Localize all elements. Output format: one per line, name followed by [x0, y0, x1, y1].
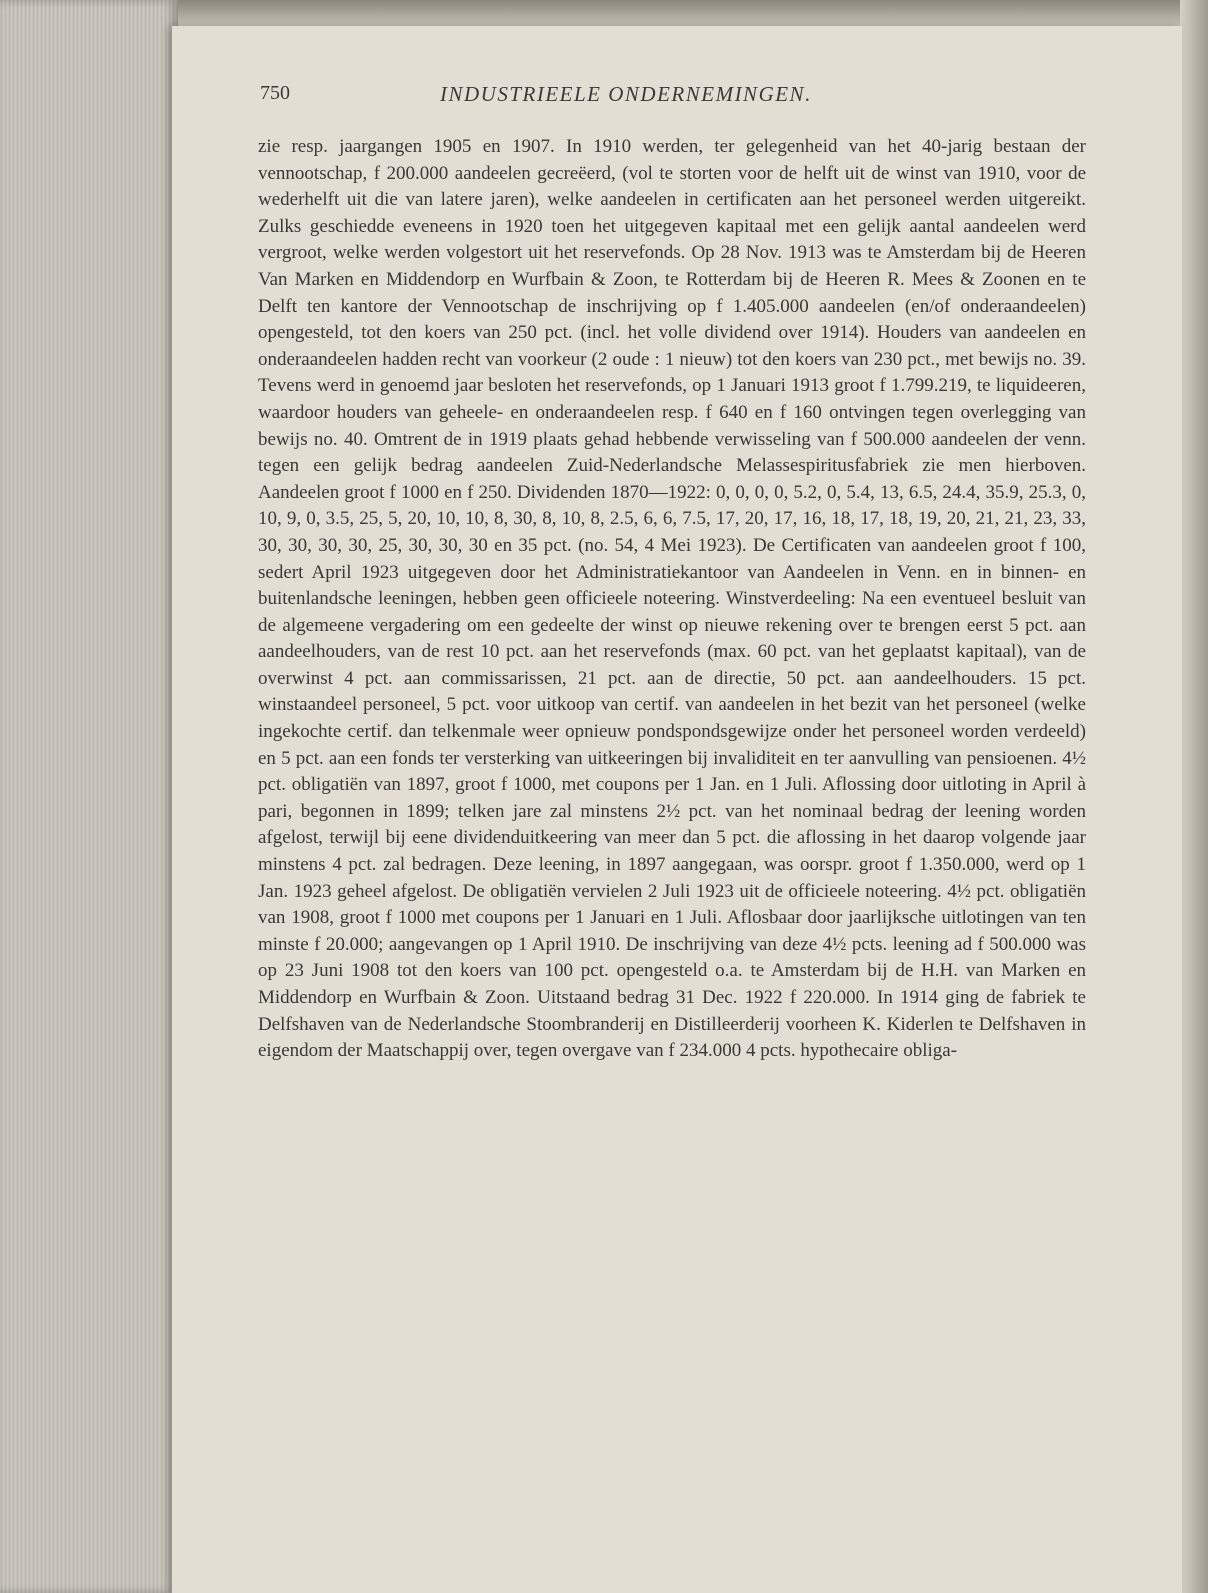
body-text	[258, 134, 1086, 1065]
page-number: 750	[260, 82, 290, 104]
running-head: INDUSTRIEELE ONDERNEMINGEN.	[440, 82, 812, 106]
page-header	[260, 82, 1080, 122]
body-paragraph: zie resp. jaargangen 1905 en 1907. In 1910 werden, ter gelegenheid van het 40-jarig bestaan der vennootschap, f 200.000 aandeelen gecreëerd, (vol te storten voor de helft uit de winst van 1910, voor de wederhelft uit die van latere jaren), welke aandeelen in certificaten aan het personeel werden uitgereikt. Zulks geschiedde eveneens in 1920 toen het uitgegeven kapitaal met een gelijk aantal aandeelen werd vergroot, welke werden volgestort uit het reservefonds. Op 28 Nov. 1913 was te Amsterdam bij de Heeren Van Marken en Middendorp en Wurfbain & Zoon, te Rotterdam bij de Heeren R. Mees & Zoonen en te Delft ten kantore der Vennootschap de inschrijving op f 1.405.000 aandeelen (en/of onderaandeelen) opengesteld, tot den koers van 250 pct. (incl. het volle dividend over 1914). Houders van aandeelen en onderaandeelen hadden recht van voorkeur (2 oude : 1 nieuw) tot den koers van 230 pct., met bewijs no. 39. Tevens werd in genoemd jaar besloten het reservefonds, op 1 Januari 1913 groot f 1.799.219, te liquideeren, waardoor houders van geheele- en onderaandeelen resp. f 640 en f 160 ontvingen tegen overlegging van bewijs no. 40. Omtrent de in 1919 plaats gehad hebbende verwisseling van f 500.000 aandeelen der venn. tegen een gelijk bedrag aandeelen Zuid-Nederlandsche Melassespiritusfabriek zie men hierboven. Aandeelen groot f 1000 en f 250. Dividenden 1870—1922: 0, 0, 0, 0, 5.2, 0, 5.4, 13, 6.5, 24.4, 35.9, 25.3, 0, 10, 9, 0, 3.5, 25, 5, 20, 10, 10, 8, 30, 8, 10, 8, 2.5, 6, 6, 7.5, 17, 20, 17, 16, 18, 17, 18, 19, 20, 21, 21, 23, 33, 30, 30, 30, 30, 25, 30, 30, 30 en 35 pct. (no. 54, 4 Mei 1923). De Certificaten van aandeelen groot f 100, sedert April 1923 uitgegeven door het Administratiekantoor van Aandeelen in Venn. en in binnen- en buitenlandsche leeningen, hebben geen officieele noteering. Winstverdeeling: Na een eventueel besluit van de algemeene vergadering om een gedeelte der winst op nieuwe rekening over te brengen eerst 5 pct. aan aandeelhouders, van de rest 10 pct. aan het reservefonds (max. 60 pct. van het geplaatst kapitaal), van de overwinst 4 pct. aan commissarissen, 21 pct. aan de directie, 50 pct. aan aandeelhouders. 15 pct. winstaandeel personeel, 5 pct. voor uitkoop van certif. van aandeelen in het bezit van het personeel (welke ingekochte certif. dan telkenmale weer opnieuw pondspondsgewijze onder het personeel worden verdeeld) en 5 pct. aan een fonds ter versterking van uitkeeringen bij invaliditeit en ter aanvulling van pensioenen. 4½ pct. obligatiën van 1897, groot f 1000, met coupons per 1 Jan. en 1 Juli. Aflossing door uitloting in April à pari, begonnen in 1899; telken jare zal minstens 2½ pct. van het nominaal bedrag der leening worden afgelost, terwijl bij eene dividenduitkeering van meer dan 5 pct. die aflossing in het daarop volgende jaar minstens 4 pct. zal bedragen. Deze leening, in 1897 aangegaan, was oorspr. groot f 1.350.000, werd op 1 Jan. 1923 geheel afgelost. De obligatiën vervielen 2 Juli 1923 uit de officieele noteering. 4½ pct. obligatiën van 1908, groot f 1000 met coupons per 1 Januari en 1 Juli. Aflosbaar door jaarlijksche uitlotingen van ten minste f 20.000; aangevangen op 1 April 1910. De inschrijving van deze 4½ pcts. leening ad f 500.000 was op 23 Juni 1908 tot den koers van 100 pct. opengesteld o.a. te Amsterdam bij de H.H. van Marken en Middendorp en Wurfbain & Zoon. Uitstaand bedrag 31 Dec. 1922 f 220.000. In 1914 ging de fabriek te Delfshaven van de Nederlandsche Stoombranderij en Distilleerderij voorheen K. Kiderlen te Delfshaven in eigendom der Maatschappij over, tegen overgave van f 234.000 4 pcts. hypothecaire obliga-	[258, 136, 1086, 1062]
book-page	[172, 26, 1182, 1593]
book-page-edges	[0, 0, 178, 1593]
book-right-edge	[1180, 0, 1208, 1593]
